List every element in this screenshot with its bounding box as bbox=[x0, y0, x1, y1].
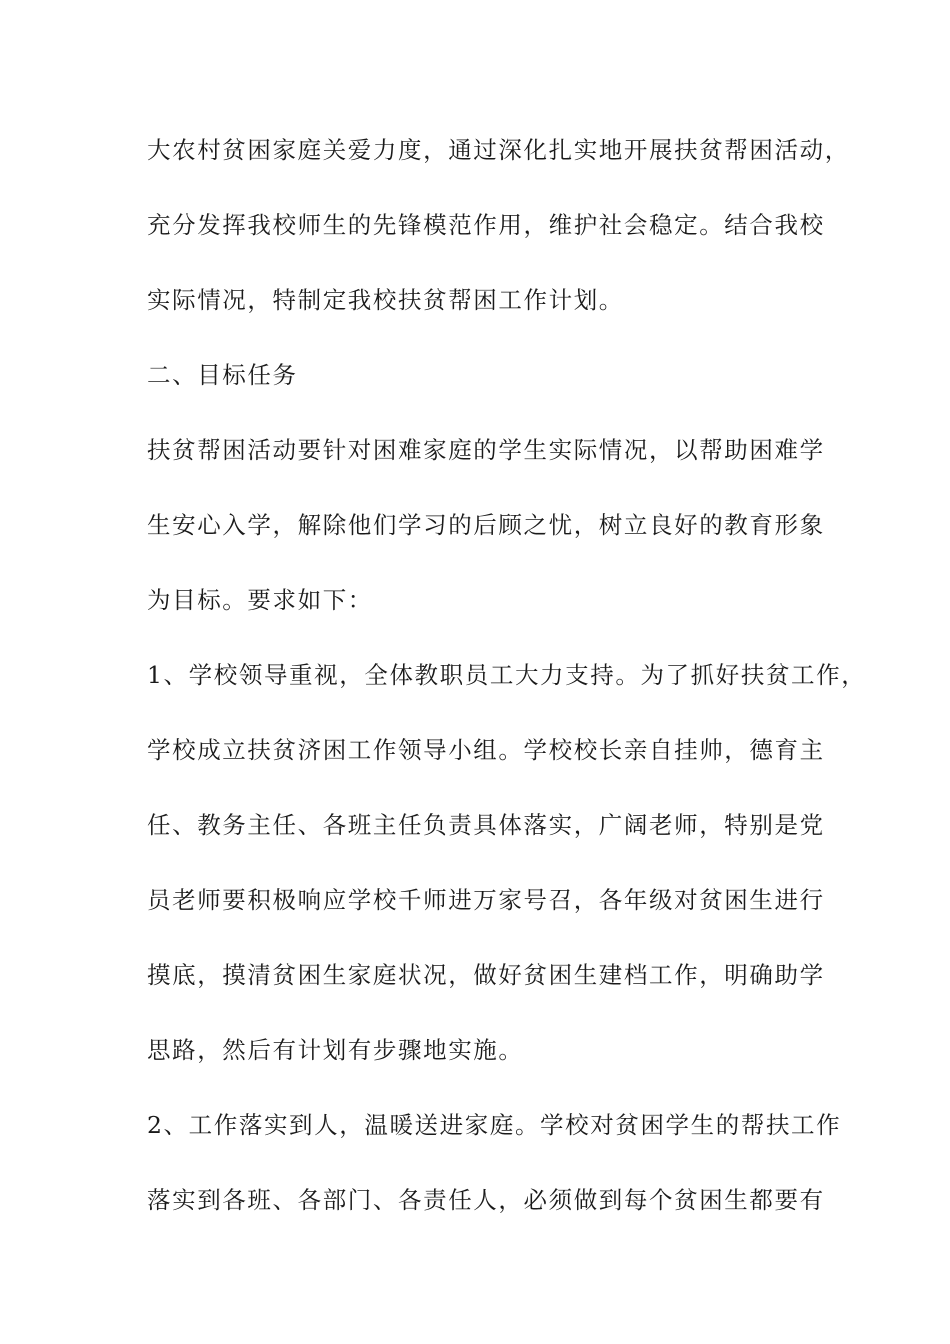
text-line-14: 2、工作落实到人，温暖送进家庭。学校对贫困学生的帮扶工作 bbox=[147, 1111, 842, 1139]
text-line-6: 生安心入学，解除他们学习的后顾之忧，树立良好的教育形象 bbox=[147, 511, 825, 539]
text-line-3: 实际情况，特制定我校扶贫帮困工作计划。 bbox=[147, 286, 624, 314]
text-line-11: 员老师要积极响应学校千师进万家号召，各年级对贫困生进行 bbox=[147, 886, 825, 914]
text-line-10: 任、教务主任、各班主任负责具体落实，广阔老师，特别是党 bbox=[147, 811, 825, 839]
text-line-15: 落实到各班、各部门、各责任人，必须做到每个贫困生都要有 bbox=[147, 1186, 825, 1214]
text-line-5: 扶贫帮困活动要针对困难家庭的学生实际情况，以帮助困难学 bbox=[147, 436, 825, 464]
text-line-2: 充分发挥我校师生的先锋模范作用，维护社会稳定。结合我校 bbox=[147, 211, 825, 239]
text-line-9: 学校成立扶贫济困工作领导小组。学校校长亲自挂帅，德育主 bbox=[147, 736, 825, 764]
text-line-8: 1、学校领导重视，全体教职员工大力支持。为了抓好扶贫工作， bbox=[147, 661, 867, 689]
section-heading: 二、目标任务 bbox=[147, 361, 298, 389]
text-line-7: 为目标。要求如下： bbox=[147, 586, 373, 614]
text-line-13: 思路，然后有计划有步骤地实施。 bbox=[147, 1036, 524, 1064]
text-line-12: 摸底，摸清贫困生家庭状况，做好贫困生建档工作，明确助学 bbox=[147, 961, 825, 989]
text-line-1: 大农村贫困家庭关爱力度，通过深化扎实地开展扶贫帮困活动， bbox=[147, 136, 850, 164]
